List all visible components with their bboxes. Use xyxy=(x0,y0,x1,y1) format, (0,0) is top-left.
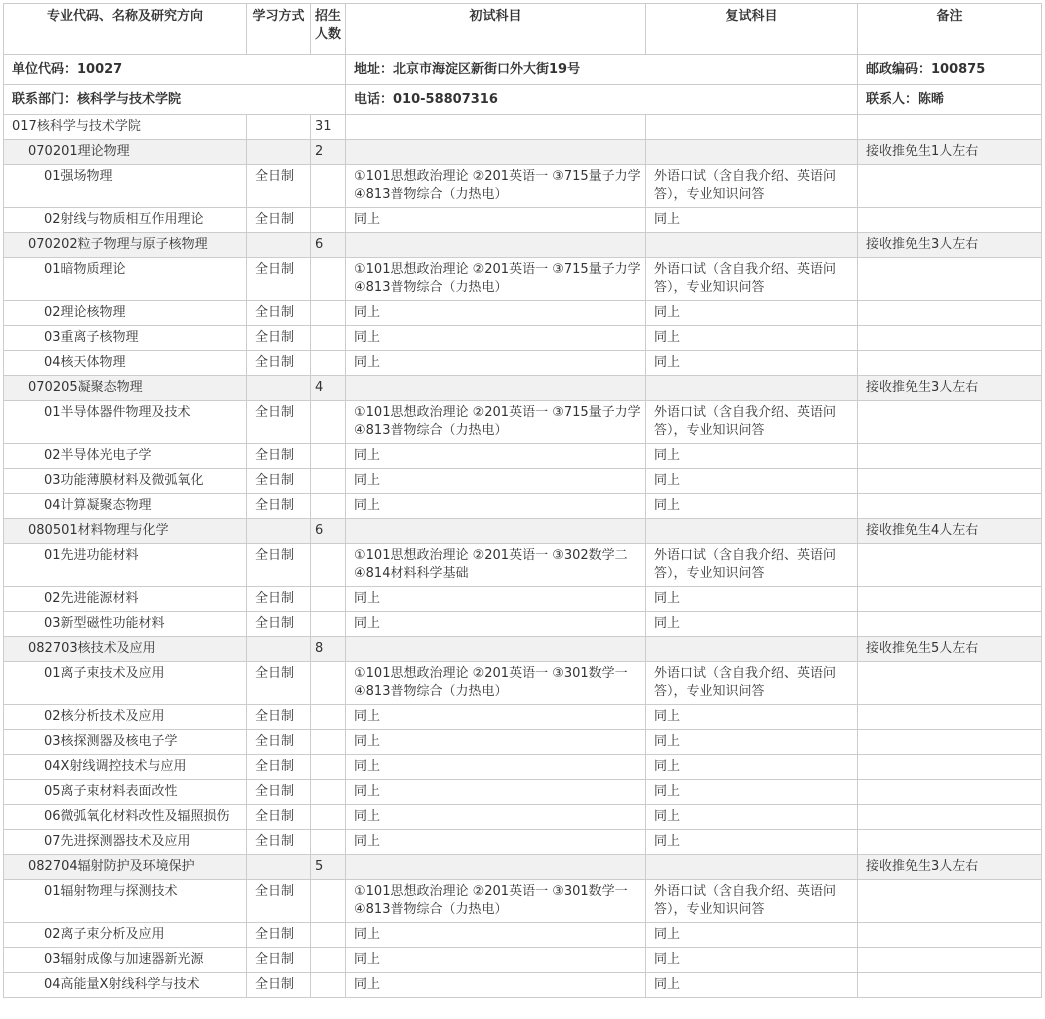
cell-note xyxy=(858,948,1042,973)
cell-study-mode: 全日制 xyxy=(247,805,311,830)
cell-note xyxy=(858,351,1042,376)
col-header-major-name: 专业代码、名称及研究方向 xyxy=(4,4,247,55)
cell-initial-exam: 同上 xyxy=(346,705,646,730)
cell-quota xyxy=(311,805,346,830)
cell-note xyxy=(858,444,1042,469)
cell-name: 070201理论物理 xyxy=(4,140,247,165)
cell-quota: 6 xyxy=(311,519,346,544)
cell-study-mode xyxy=(247,637,311,662)
cell-note xyxy=(858,587,1042,612)
cell-initial-exam: 同上 xyxy=(346,755,646,780)
cell-study-mode xyxy=(247,115,311,140)
cell-quota xyxy=(311,587,346,612)
cell-quota: 2 xyxy=(311,140,346,165)
cell-name: 03重离子核物理 xyxy=(4,326,247,351)
cell-initial-exam xyxy=(346,376,646,401)
cell-initial-exam: 同上 xyxy=(346,208,646,233)
table-row-direction xyxy=(4,301,1042,326)
cell-retest xyxy=(646,376,858,401)
cell-quota: 31 xyxy=(311,115,346,140)
cell-retest: 外语口试（含自我介绍、英语问答），专业知识问答 xyxy=(646,165,858,208)
cell-name: 017核科学与技术学院 xyxy=(4,115,247,140)
table-row-major xyxy=(4,637,1042,662)
table-row-direction xyxy=(4,587,1042,612)
cell-note: 接收推免生5人左右 xyxy=(858,637,1042,662)
cell-retest: 外语口试（含自我介绍、英语问答），专业知识问答 xyxy=(646,258,858,301)
cell-name: 02先进能源材料 xyxy=(4,587,247,612)
table-row-direction xyxy=(4,780,1042,805)
cell-quota xyxy=(311,830,346,855)
cell-name: 02理论核物理 xyxy=(4,301,247,326)
table-row-major xyxy=(4,855,1042,880)
cell-initial-exam xyxy=(346,855,646,880)
cell-note xyxy=(858,469,1042,494)
cell-name: 01离子束技术及应用 xyxy=(4,662,247,705)
cell-quota: 8 xyxy=(311,637,346,662)
cell-note xyxy=(858,973,1042,998)
table-row-major xyxy=(4,376,1042,401)
cell-initial-exam: 同上 xyxy=(346,494,646,519)
cell-retest xyxy=(646,855,858,880)
cell-retest: 同上 xyxy=(646,587,858,612)
cell-note xyxy=(858,208,1042,233)
cell-note xyxy=(858,730,1042,755)
cell-name: 07先进探测器技术及应用 xyxy=(4,830,247,855)
cell-name: 082704辐射防护及环境保护 xyxy=(4,855,247,880)
unit-address: 地址：北京市海淀区新街口外大街19号 xyxy=(346,55,858,85)
cell-quota xyxy=(311,705,346,730)
cell-retest: 外语口试（含自我介绍、英语问答），专业知识问答 xyxy=(646,401,858,444)
table-row-direction xyxy=(4,755,1042,780)
cell-retest: 同上 xyxy=(646,705,858,730)
cell-study-mode: 全日制 xyxy=(247,544,311,587)
table-row-major xyxy=(4,140,1042,165)
cell-name: 02离子束分析及应用 xyxy=(4,923,247,948)
cell-name: 03辐射成像与加速器新光源 xyxy=(4,948,247,973)
cell-study-mode xyxy=(247,233,311,258)
cell-retest xyxy=(646,637,858,662)
admissions-catalog-table xyxy=(3,3,1042,998)
cell-note xyxy=(858,326,1042,351)
table-row-direction xyxy=(4,258,1042,301)
cell-retest: 同上 xyxy=(646,208,858,233)
contact-person: 联系人：陈晞 xyxy=(858,85,1042,115)
cell-initial-exam: 同上 xyxy=(346,948,646,973)
cell-quota xyxy=(311,301,346,326)
cell-study-mode: 全日制 xyxy=(247,662,311,705)
cell-note xyxy=(858,805,1042,830)
cell-study-mode xyxy=(247,519,311,544)
cell-retest xyxy=(646,140,858,165)
cell-initial-exam: 同上 xyxy=(346,973,646,998)
cell-retest: 同上 xyxy=(646,444,858,469)
cell-study-mode: 全日制 xyxy=(247,612,311,637)
col-header-retest: 复试科目 xyxy=(646,4,858,55)
cell-note xyxy=(858,258,1042,301)
cell-name: 03新型磁性功能材料 xyxy=(4,612,247,637)
table-row-major xyxy=(4,519,1042,544)
cell-quota xyxy=(311,730,346,755)
cell-initial-exam: 同上 xyxy=(346,805,646,830)
cell-name: 070202粒子物理与原子核物理 xyxy=(4,233,247,258)
cell-initial-exam xyxy=(346,233,646,258)
cell-name: 01辐射物理与探测技术 xyxy=(4,880,247,923)
cell-name: 080501材料物理与化学 xyxy=(4,519,247,544)
cell-study-mode: 全日制 xyxy=(247,444,311,469)
cell-initial-exam: 同上 xyxy=(346,780,646,805)
catalog-table-body xyxy=(4,115,1042,998)
cell-retest xyxy=(646,233,858,258)
cell-initial-exam: 同上 xyxy=(346,923,646,948)
postal-code: 邮政编码：100875 xyxy=(858,55,1042,85)
cell-quota xyxy=(311,923,346,948)
cell-retest xyxy=(646,519,858,544)
contact-phone: 电话：010-58807316 xyxy=(346,85,858,115)
cell-note xyxy=(858,612,1042,637)
table-row-direction xyxy=(4,326,1042,351)
cell-study-mode: 全日制 xyxy=(247,780,311,805)
cell-name: 02射线与物质相互作用理论 xyxy=(4,208,247,233)
cell-study-mode: 全日制 xyxy=(247,730,311,755)
cell-quota xyxy=(311,780,346,805)
cell-name: 03功能薄膜材料及微弧氧化 xyxy=(4,469,247,494)
cell-quota xyxy=(311,165,346,208)
cell-study-mode: 全日制 xyxy=(247,469,311,494)
cell-quota xyxy=(311,544,346,587)
cell-retest: 同上 xyxy=(646,830,858,855)
cell-note xyxy=(858,830,1042,855)
cell-study-mode: 全日制 xyxy=(247,880,311,923)
cell-quota xyxy=(311,469,346,494)
table-row-direction xyxy=(4,444,1042,469)
cell-initial-exam: ①101思想政治理论 ②201英语一 ③715量子力学 ④813普物综合（力热电） xyxy=(346,401,646,444)
cell-note: 接收推免生1人左右 xyxy=(858,140,1042,165)
cell-name: 070205凝聚态物理 xyxy=(4,376,247,401)
cell-retest: 外语口试（含自我介绍、英语问答），专业知识问答 xyxy=(646,544,858,587)
cell-initial-exam: 同上 xyxy=(346,612,646,637)
cell-study-mode: 全日制 xyxy=(247,830,311,855)
cell-note xyxy=(858,880,1042,923)
unit-info-section xyxy=(4,55,1042,115)
cell-note xyxy=(858,301,1042,326)
cell-quota xyxy=(311,973,346,998)
table-row-direction xyxy=(4,544,1042,587)
cell-retest xyxy=(646,115,858,140)
cell-retest: 同上 xyxy=(646,923,858,948)
cell-quota xyxy=(311,662,346,705)
cell-study-mode xyxy=(247,140,311,165)
cell-initial-exam: ①101思想政治理论 ②201英语一 ③302数学二 ④814材料科学基础 xyxy=(346,544,646,587)
cell-retest: 同上 xyxy=(646,780,858,805)
cell-retest: 同上 xyxy=(646,612,858,637)
cell-note: 接收推免生3人左右 xyxy=(858,233,1042,258)
table-row-major xyxy=(4,233,1042,258)
table-row-direction xyxy=(4,494,1042,519)
cell-study-mode: 全日制 xyxy=(247,923,311,948)
cell-initial-exam: 同上 xyxy=(346,301,646,326)
cell-study-mode: 全日制 xyxy=(247,326,311,351)
cell-initial-exam xyxy=(346,115,646,140)
cell-name: 04高能量X射线科学与技术 xyxy=(4,973,247,998)
cell-study-mode: 全日制 xyxy=(247,301,311,326)
cell-initial-exam: ①101思想政治理论 ②201英语一 ③301数学一 ④813普物综合（力热电） xyxy=(346,880,646,923)
unit-code: 单位代码：10027 xyxy=(4,55,346,85)
unit-info-row-2 xyxy=(4,85,1042,115)
cell-retest: 外语口试（含自我介绍、英语问答），专业知识问答 xyxy=(646,662,858,705)
cell-name: 01暗物质理论 xyxy=(4,258,247,301)
table-row-direction xyxy=(4,923,1042,948)
table-row-direction xyxy=(4,401,1042,444)
cell-initial-exam: 同上 xyxy=(346,469,646,494)
cell-retest: 同上 xyxy=(646,351,858,376)
cell-name: 01强场物理 xyxy=(4,165,247,208)
table-row-direction xyxy=(4,830,1042,855)
cell-name: 04X射线调控技术与应用 xyxy=(4,755,247,780)
cell-quota xyxy=(311,880,346,923)
cell-study-mode: 全日制 xyxy=(247,948,311,973)
cell-name: 01半导体器件物理及技术 xyxy=(4,401,247,444)
cell-quota xyxy=(311,612,346,637)
cell-quota: 6 xyxy=(311,233,346,258)
col-header-note: 备注 xyxy=(858,4,1042,55)
table-row-direction xyxy=(4,208,1042,233)
cell-initial-exam: ①101思想政治理论 ②201英语一 ③715量子力学 ④813普物综合（力热电） xyxy=(346,258,646,301)
cell-initial-exam xyxy=(346,637,646,662)
cell-initial-exam: ①101思想政治理论 ②201英语一 ③301数学一 ④813普物综合（力热电） xyxy=(346,662,646,705)
cell-initial-exam: 同上 xyxy=(346,351,646,376)
column-header-section xyxy=(4,4,1042,55)
table-row-direction xyxy=(4,662,1042,705)
cell-name: 082703核技术及应用 xyxy=(4,637,247,662)
cell-quota xyxy=(311,401,346,444)
table-row-college xyxy=(4,115,1042,140)
cell-name: 02半导体光电子学 xyxy=(4,444,247,469)
cell-note xyxy=(858,115,1042,140)
cell-quota xyxy=(311,755,346,780)
cell-name: 04计算凝聚态物理 xyxy=(4,494,247,519)
cell-initial-exam: 同上 xyxy=(346,326,646,351)
table-row-direction xyxy=(4,612,1042,637)
cell-retest: 外语口试（含自我介绍、英语问答），专业知识问答 xyxy=(646,880,858,923)
cell-note xyxy=(858,662,1042,705)
table-row-direction xyxy=(4,730,1042,755)
cell-initial-exam xyxy=(346,519,646,544)
cell-quota xyxy=(311,494,346,519)
cell-quota xyxy=(311,258,346,301)
table-row-direction xyxy=(4,351,1042,376)
cell-name: 03核探测器及核电子学 xyxy=(4,730,247,755)
cell-note: 接收推免生3人左右 xyxy=(858,376,1042,401)
table-row-direction xyxy=(4,705,1042,730)
cell-study-mode: 全日制 xyxy=(247,258,311,301)
cell-initial-exam: 同上 xyxy=(346,730,646,755)
contact-department: 联系部门：核科学与技术学院 xyxy=(4,85,346,115)
cell-quota xyxy=(311,351,346,376)
col-header-quota: 招生人数 xyxy=(311,4,346,55)
cell-initial-exam: ①101思想政治理论 ②201英语一 ③715量子力学 ④813普物综合（力热电） xyxy=(346,165,646,208)
cell-quota xyxy=(311,208,346,233)
table-row-direction xyxy=(4,805,1042,830)
cell-retest: 同上 xyxy=(646,469,858,494)
cell-note xyxy=(858,165,1042,208)
cell-quota xyxy=(311,948,346,973)
cell-study-mode: 全日制 xyxy=(247,705,311,730)
cell-quota xyxy=(311,444,346,469)
cell-note: 接收推免生4人左右 xyxy=(858,519,1042,544)
cell-note xyxy=(858,705,1042,730)
cell-retest: 同上 xyxy=(646,326,858,351)
cell-study-mode xyxy=(247,376,311,401)
cell-initial-exam: 同上 xyxy=(346,444,646,469)
table-row-direction xyxy=(4,165,1042,208)
cell-retest: 同上 xyxy=(646,494,858,519)
cell-quota xyxy=(311,326,346,351)
cell-quota: 4 xyxy=(311,376,346,401)
cell-study-mode: 全日制 xyxy=(247,165,311,208)
table-row-direction xyxy=(4,973,1042,998)
cell-name: 02核分析技术及应用 xyxy=(4,705,247,730)
column-header-row xyxy=(4,4,1042,55)
unit-info-row-1 xyxy=(4,55,1042,85)
cell-retest: 同上 xyxy=(646,948,858,973)
cell-name: 05离子束材料表面改性 xyxy=(4,780,247,805)
table-row-direction xyxy=(4,469,1042,494)
cell-note: 接收推免生3人左右 xyxy=(858,855,1042,880)
cell-study-mode: 全日制 xyxy=(247,351,311,376)
cell-name: 04核天体物理 xyxy=(4,351,247,376)
cell-retest: 同上 xyxy=(646,755,858,780)
col-header-initial-exam: 初试科目 xyxy=(346,4,646,55)
cell-name: 01先进功能材料 xyxy=(4,544,247,587)
cell-note xyxy=(858,401,1042,444)
cell-initial-exam xyxy=(346,140,646,165)
cell-study-mode: 全日制 xyxy=(247,401,311,444)
cell-note xyxy=(858,494,1042,519)
cell-retest: 同上 xyxy=(646,730,858,755)
cell-retest: 同上 xyxy=(646,301,858,326)
cell-note xyxy=(858,923,1042,948)
cell-quota: 5 xyxy=(311,855,346,880)
cell-study-mode: 全日制 xyxy=(247,973,311,998)
cell-study-mode: 全日制 xyxy=(247,755,311,780)
cell-name: 06微弧氧化材料改性及辐照损伤 xyxy=(4,805,247,830)
table-row-direction xyxy=(4,948,1042,973)
cell-initial-exam: 同上 xyxy=(346,830,646,855)
cell-retest: 同上 xyxy=(646,805,858,830)
cell-study-mode: 全日制 xyxy=(247,208,311,233)
cell-initial-exam: 同上 xyxy=(346,587,646,612)
cell-retest: 同上 xyxy=(646,973,858,998)
table-row-direction xyxy=(4,880,1042,923)
cell-study-mode: 全日制 xyxy=(247,587,311,612)
cell-study-mode: 全日制 xyxy=(247,494,311,519)
col-header-study-mode: 学习方式 xyxy=(247,4,311,55)
cell-study-mode xyxy=(247,855,311,880)
cell-note xyxy=(858,544,1042,587)
cell-note xyxy=(858,755,1042,780)
cell-note xyxy=(858,780,1042,805)
